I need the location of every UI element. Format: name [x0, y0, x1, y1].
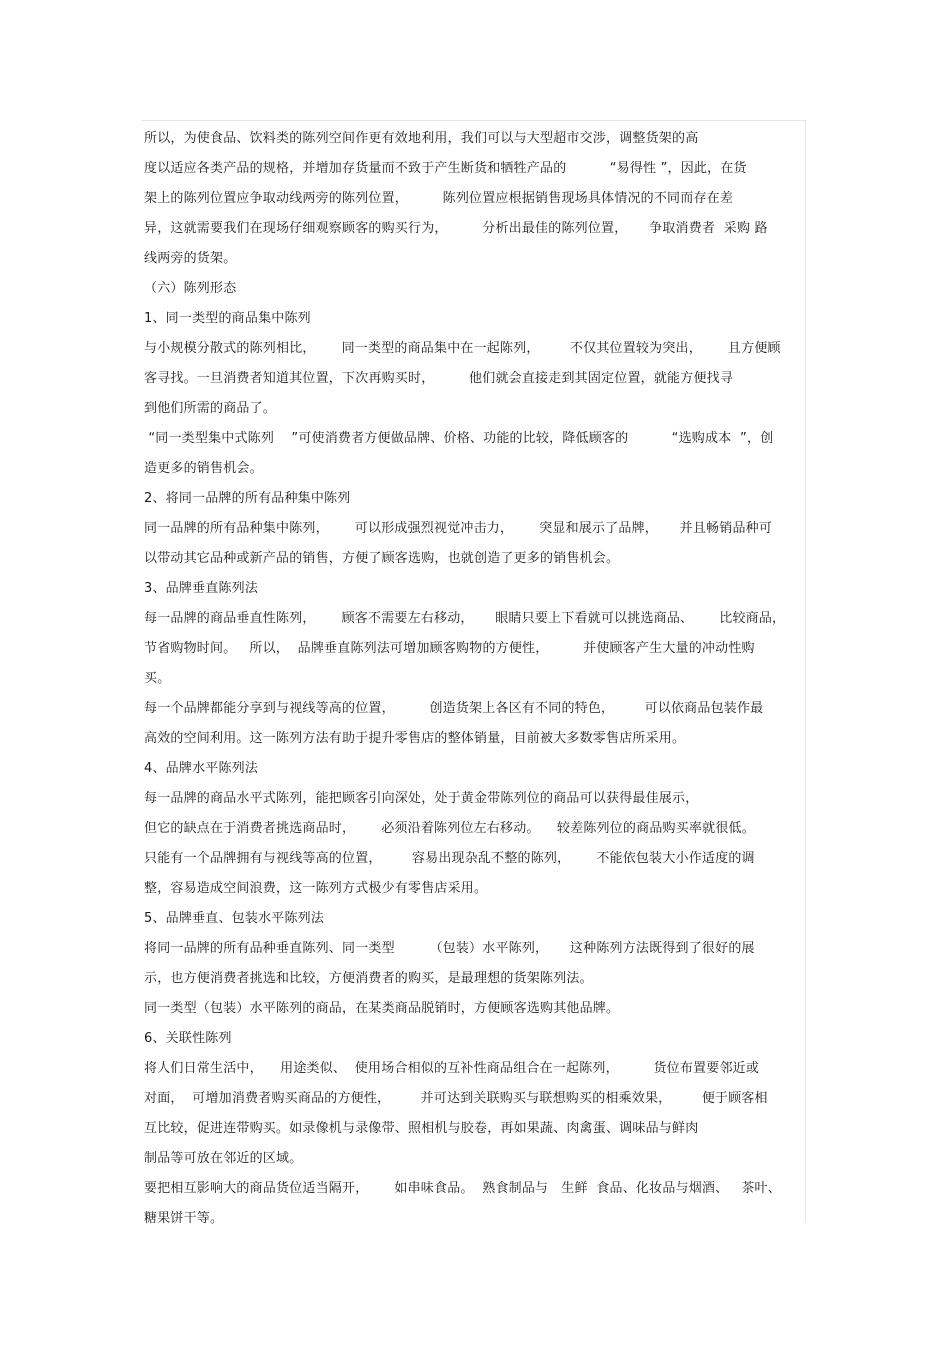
text-line: 5、品牌垂直、包装水平陈列法: [144, 911, 325, 926]
text-line: 互比较，促进连带购买。如录像机与录像带、照相机与胶卷，再如果蔬、肉禽蛋、调味品与鲜肉: [144, 1121, 699, 1136]
text-line: 只能有一个品牌拥有与视线等高的位置， 容易出现杂乱不整的陈列， 不能依包装大小作适度的调: [144, 851, 755, 866]
text-line: 架上的陈列位置应争取动线两旁的陈列位置， 陈列位置应根据销售现场具体情况的不同而存在差: [144, 191, 734, 206]
document-body: [144, 124, 806, 1234]
text-line: 每一品牌的商品垂直性陈列， 顾客不需要左右移动， 眼睛只要上下看就可以挑选商品、 比较商品，: [144, 611, 786, 626]
text-line: 4、品牌水平陈列法: [144, 761, 259, 776]
text-line: 1、同一类型的商品集中陈列: [144, 311, 311, 326]
text-line: 对面， 可增加消费者购买商品的方便性， 并可达到关联购买与联想购买的相乘效果， 便于顾客相: [144, 1091, 768, 1106]
text-line: 以带动其它品种或新产品的销售，方便了顾客选购，也就创造了更多的销售机会。: [144, 551, 620, 566]
text-line: 整，容易造成空间浪费，这一陈列方式极少有零售店采用。: [144, 881, 488, 896]
text-line: 买。: [144, 671, 171, 686]
text-line: 将同一品牌的所有品种垂直陈列、同一类型 （包装）水平陈列， 这种陈列方法既得到了很好的展: [144, 941, 755, 956]
text-line: 制品等可放在邻近的区域。: [144, 1151, 303, 1166]
text-line: 示，也方便消费者挑选和比较，方便消费者的购买，是最理想的货架陈列法。: [144, 971, 593, 986]
text-line: 将人们日常生活中， 用途类似、 使用场合相似的互补性商品组合在一起陈列， 货位布置要邻近或: [144, 1061, 760, 1076]
text-line: 每一品牌的商品水平式陈列，能把顾客引向深处，处于黄金带陈列位的商品可以获得最佳展示，: [144, 791, 699, 806]
text-line: 2、将同一品牌的所有品种集中陈列: [144, 491, 351, 506]
text-line: （六）陈列形态: [144, 281, 237, 296]
text-line: 糖果饼干等。: [144, 1211, 224, 1226]
text-line: 同一类型（包装）水平陈列的商品，在某类商品脱销时，方便顾客选购其他品牌。: [144, 1001, 620, 1016]
text-line: 但它的缺点在于消费者挑选商品时， 必须沿着陈列位左右移动。 较差陈列位的商品购买率就很低。: [144, 821, 755, 836]
text-line: 同一品牌的所有品种集中陈列， 可以形成强烈视觉冲击力， 突显和展示了品牌， 并且畅销品种可: [144, 521, 773, 536]
text-line: 所以，为使食品、饮料类的陈列空间作更有效地利用，我们可以与大型超市交涉，调整货架的高: [144, 131, 699, 146]
text-line: 度以适应各类产品的规格，并增加存货量而不致于产生断货和牺牲产品的 “易得性 ”，因此，在货: [144, 161, 747, 176]
text-line: 3、品牌垂直陈列法: [144, 581, 259, 596]
text-line: 线两旁的货架。: [144, 251, 237, 266]
text-line: 异，这就需要我们在现场仔细观察顾客的购买行为， 分析出最佳的陈列位置， 争取消费者 采购 路: [144, 221, 768, 236]
text-line: 6、关联性陈列: [144, 1031, 232, 1046]
text-line: 要把相互影响大的商品货位适当隔开， 如串味食品。 熟食制品与 生鲜 食品、化妆品与烟酒、 茶叶、: [144, 1181, 781, 1196]
text-line: 高效的空间利用。这一陈列方法有助于提升零售店的整体销量，目前被大多数零售店所采用。: [144, 731, 686, 746]
text-line: “同一类型集中式陈列 ”可使消费者方便做品牌、价格、功能的比较，降低顾客的 “选购成本 ”，创: [144, 431, 774, 446]
text-line: 与小规模分散式的陈列相比， 同一类型的商品集中在一起陈列， 不仅其位置较为突出， 且方便顾: [144, 341, 781, 356]
text-line: 每一个品牌都能分享到与视线等高的位置， 创造货架上各区有不同的特色， 可以依商品包装作最: [144, 701, 764, 716]
text-line: 客寻找。一旦消费者知道其位置，下次再购买时， 他们就会直接走到其固定位置，就能方便找寻: [144, 371, 734, 386]
text-line: 到他们所需的商品了。: [144, 401, 277, 416]
text-line: 节省购物时间。 所以， 品牌垂直陈列法可增加顾客购物的方便性， 并使顾客产生大量的冲动性购: [144, 641, 755, 656]
text-line: 造更多的销售机会。: [144, 461, 263, 476]
